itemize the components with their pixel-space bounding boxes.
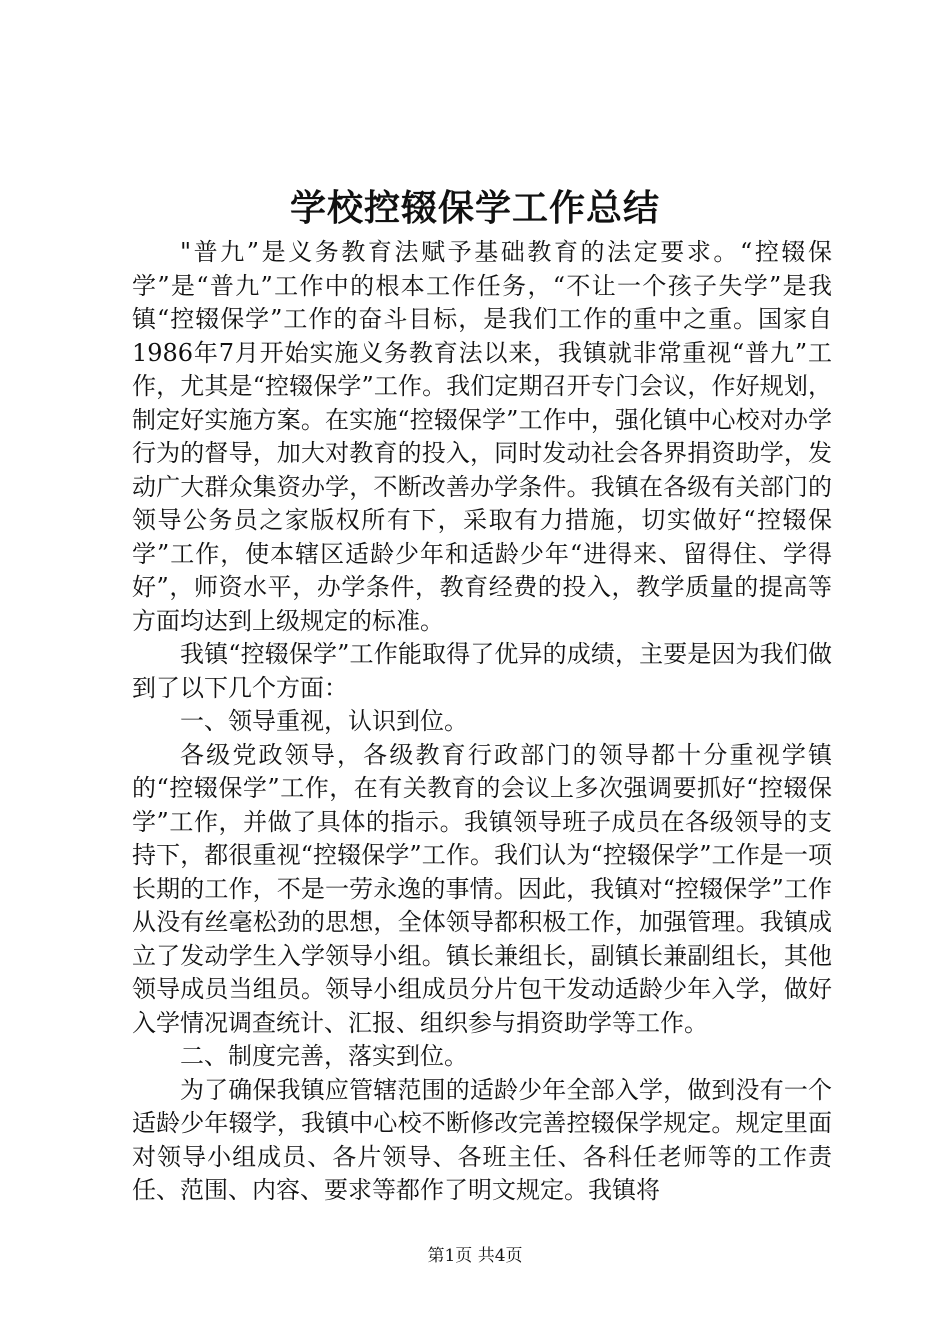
document-body bbox=[132, 236, 832, 1208]
section-heading: 一、领导重视，认识到位。 bbox=[180, 707, 468, 735]
paragraph: 各级党政领导，各级教育行政部门的领导都十分重视学镇的“控辍保学”工作，在有关教育的会议上多次强调要抓好“控辍保学”工作，并做了具体的指示。我镇领导班子成员在各级领导的支持下，都很重视“控辍保学”工作。我们认为“控辍保学”工作是一项长期的工作，不是一劳永逸的事情。因此，我镇对“控辍保学”工作从没有丝毫松劲的思想，全体领导都积极工作，加强管理。我镇成立了发动学生入学领导小组。镇长兼组长，副镇长兼副组长，其他领导成员当组员。领导小组成员分片包干发动适龄少年入学，做好入学情况调查统计、汇报、组织参与捐资助学等工作。 bbox=[132, 740, 832, 1037]
section-heading: 二、制度完善，落实到位。 bbox=[180, 1042, 468, 1070]
document-title: 学校控辍保学工作总结 bbox=[289, 187, 660, 229]
paragraph: "普九”是义务教育法赋予基础教育的法定要求。“控辍保学”是“普九”工作中的根本工作任务，“不让一个孩子失学”是我镇“控辍保学”工作的奋斗目标，是我们工作的重中之重。国家自1986年7月开始实施义务教育法以来，我镇就非常重视“普九”工作，尤其是“控辍保学”工作。我们定期召开专门会议，作好规划，制定好实施方案。在实施“控辍保学”工作中，强化镇中心校对办学行为的督导，加大对教育的投入，同时发动社会各界捐资助学，发动广大群众集资办学，不断改善办学条件。我镇在各级有关部门的领导公务员之家版权所有下，采取有力措施，切实做好“控辍保学”工作，使本辖区适龄少年和适龄少年“进得来、留得住、学得好”，师资水平，办学条件，教育经费的投入，教学质量的提高等方面均达到上级规定的标准。 bbox=[132, 238, 832, 635]
paragraph: 我镇“控辍保学”工作能取得了优异的成绩，主要是因为我们做到了以下几个方面： bbox=[132, 640, 832, 702]
paragraph: 为了确保我镇应管辖范围的适龄少年全部入学，做到没有一个适龄少年辍学，我镇中心校不断修改完善控辍保学规定。规定里面对领导小组成员、各片领导、各班主任、各科任老师等的工作责任、范围、内容、要求等都作了明文规定。我镇将 bbox=[132, 1075, 832, 1204]
page-number-footer: 第1页 共4页 bbox=[427, 1246, 523, 1266]
